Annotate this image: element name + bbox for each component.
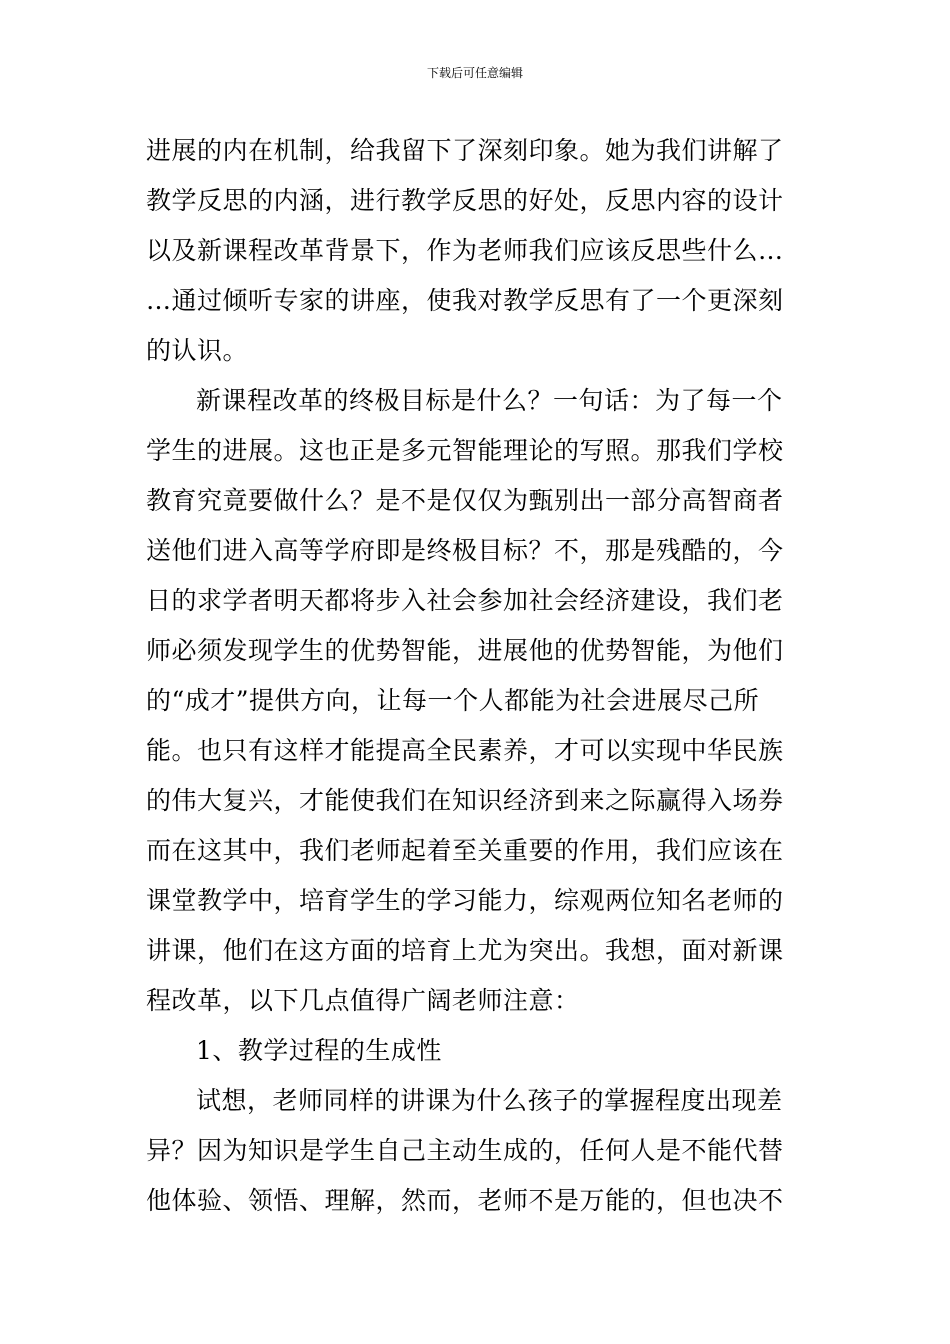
text-line: 能。也只有这样才能提高全民素养，才可以实现中华民族 [146,736,784,765]
text-line: 课堂教学中，培育学生的学习能力，综观两位知名老师的 [146,886,784,915]
text-line: 教育究竟要做什么？是不是仅仅为甄别出一部分高智商者 [146,486,784,515]
text-line: 教学反思的内涵，进行教学反思的好处，反思内容的设计 [146,186,784,215]
document-body [146,126,806,1226]
text-line: 而在这其中，我们老师起着至关重要的作用，我们应该在 [146,836,784,865]
text-line: 异？因为知识是学生自己主动生成的，任何人是不能代替 [146,1136,784,1165]
text-line: 师必须发现学生的优势智能，进展他的优势智能，为他们 [146,636,784,665]
text-line: 的“成才”提供方向，让每一个人都能为社会进展尽己所 [146,686,760,715]
text-line: 他体验、领悟、理解，然而，老师不是万能的，但也决不 [146,1186,784,1215]
text-line: 学生的进展。这也正是多元智能理论的写照。那我们学校 [146,436,784,465]
page-header: 下载后可任意编辑 [426,66,523,80]
text-line: 以及新课程改革背景下，作为老师我们应该反思些什么… [146,236,784,265]
section-heading: 1、教学过程的生成性 [196,1036,442,1065]
paragraph-start-line: 新课程改革的终极目标是什么？一句话：为了每一个 [196,386,783,415]
text-line: 日的求学者明天都将步入社会参加社会经济建设，我们老 [146,586,784,615]
text-line: 讲课，他们在这方面的培育上尤为突出。我想，面对新课 [146,936,784,965]
text-line: 的认识。 [146,336,249,365]
text-line: 送他们进入高等学府即是终极目标？不，那是残酷的，今 [146,536,784,565]
text-line: 进展的内在机制，给我留下了深刻印象。她为我们讲解了 [146,136,784,165]
paragraph-start-line: 试想，老师同样的讲课为什么孩子的掌握程度出现差 [196,1086,783,1115]
text-line: 程改革，以下几点值得广阔老师注意： [146,986,580,1015]
text-line: 的伟大复兴，才能使我们在知识经济到来之际赢得入场券 [146,786,784,815]
text-line: …通过倾听专家的讲座，使我对教学反思有了一个更深刻 [146,286,784,315]
